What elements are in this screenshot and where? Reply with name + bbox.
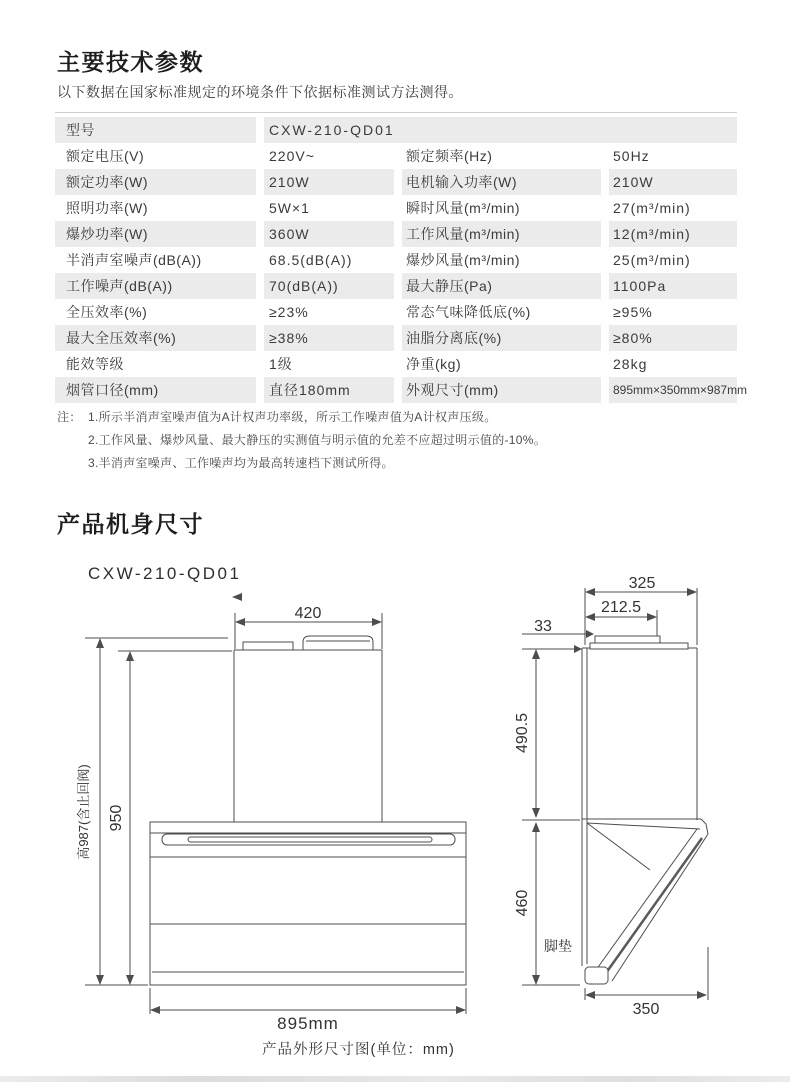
next-section-edge (0, 1076, 790, 1082)
dim-side-bottom-width-label: 350 (632, 1001, 660, 1018)
spec-label: 工作风量(m³/min) (402, 221, 601, 247)
spec-label: 油脂分离底(%) (402, 325, 601, 351)
note-text: 3.半消声室噪声、工作噪声均为最高转速档下测试所得。 (88, 456, 394, 470)
notes-block (57, 410, 546, 479)
spec-label: 额定频率(Hz) (406, 148, 493, 164)
dim-total-height-label: 高987(含止回阀) (76, 764, 91, 860)
arrow-left-icon (232, 593, 242, 601)
spec-label: 最大全压效率(%) (55, 325, 256, 351)
spec-label: 照明功率(W) (66, 200, 149, 216)
spec-value: 12(m³/min) (609, 221, 737, 247)
drawing-caption: 产品外形尺寸图(单位：mm) (262, 1042, 455, 1058)
spec-value: 28kg (613, 356, 648, 372)
spec-value: 895mm×350mm×987mm (609, 377, 737, 403)
dim-duct-offset-label: 212.5 (600, 599, 642, 616)
spec-value: ≥80% (609, 325, 737, 351)
spec-row (55, 195, 737, 221)
section-title-dimensions: 产品机身尺寸 (57, 511, 204, 537)
spec-value: 210W (609, 169, 737, 195)
spec-value: 1100Pa (609, 273, 737, 299)
spec-value: 210W (264, 169, 394, 195)
spec-value: 68.5(dB(A)) (269, 252, 353, 268)
spec-row (55, 325, 737, 351)
spec-row (55, 221, 737, 247)
spec-label: 爆炒风量(m³/min) (406, 252, 521, 268)
spec-label: 常态气味降低底(%) (406, 304, 531, 320)
side-view (582, 636, 708, 984)
dim-top-width-label: 420 (294, 605, 322, 622)
spec-label: 能效等级 (66, 356, 124, 372)
spec-row (55, 273, 737, 299)
spec-label: 净重(kg) (406, 356, 462, 372)
spec-table (55, 112, 748, 403)
dimension-drawing (0, 575, 790, 1033)
spec-label: 半消声室噪声(dB(A)) (66, 252, 202, 268)
spec-label: 工作噪声(dB(A)) (55, 273, 256, 299)
spec-value: 直径180mm (264, 377, 394, 403)
spec-value: 50Hz (613, 148, 650, 164)
foot-pad-label: 脚垫 (544, 938, 572, 954)
spec-label: 外观尺寸(mm) (402, 377, 601, 403)
note-line (57, 456, 546, 471)
note-line (57, 410, 546, 425)
spec-row (55, 247, 737, 273)
spec-value: 5W×1 (269, 200, 310, 216)
spec-row (55, 377, 748, 403)
note-prefix: 注： (57, 410, 82, 424)
specs-subtitle: 以下数据在国家标准规定的环境条件下依据标准测试方法测得。 (57, 84, 463, 100)
column-gap (256, 117, 264, 143)
spec-label: 瞬时风量(m³/min) (406, 200, 521, 216)
spec-value: 27(m³/min) (613, 200, 691, 216)
spec-value: 220V~ (269, 148, 315, 164)
spec-value: 70(dB(A)) (264, 273, 394, 299)
spec-label: 电机输入功率(W) (402, 169, 601, 195)
spec-row (55, 169, 737, 195)
spec-value: 25(m³/min) (613, 252, 691, 268)
dim-body-height-label: 950 (108, 804, 125, 832)
note-text: 1.所示半消声室噪声值为A计权声功率级，所示工作噪声值为A计权声压级。 (88, 410, 497, 424)
dim-side-top-width-label: 325 (628, 575, 656, 592)
front-view (150, 593, 466, 985)
spec-value: ≥38% (264, 325, 394, 351)
spec-row (55, 143, 737, 169)
spec-row-model (55, 117, 737, 143)
spec-value: 1级 (269, 356, 293, 372)
dim-lower-height-label: 460 (514, 889, 531, 917)
spec-label: 额定电压(V) (66, 148, 145, 164)
section-title-specs: 主要技术参数 (57, 49, 204, 75)
spec-row (55, 299, 737, 325)
spec-row (55, 351, 737, 377)
note-line (57, 433, 546, 448)
spec-value: ≥23% (269, 304, 309, 320)
spec-label: 烟管口径(mm) (55, 377, 256, 403)
spec-label: 最大静压(Pa) (402, 273, 601, 299)
spec-value: ≥95% (613, 304, 653, 320)
dim-upper-height-label: 490.5 (514, 712, 531, 754)
drawing-model-label: CXW-210-QD01 (88, 564, 242, 583)
spec-label: 爆炒功率(W) (55, 221, 256, 247)
spec-value: 360W (264, 221, 394, 247)
spec-label: 全压效率(%) (66, 304, 148, 320)
front-dimensions (76, 605, 466, 1033)
dim-bottom-width-label: 895mm (277, 1014, 339, 1033)
spec-value-model: CXW-210-QD01 (264, 117, 737, 143)
dim-cap-height-label: 33 (534, 618, 552, 635)
spec-label: 型号 (55, 117, 256, 143)
spec-label: 额定功率(W) (55, 169, 256, 195)
note-text: 2.工作风量、爆炒风量、最大静压的实测值与明示值的允差不应超过明示值的-10%。 (88, 433, 547, 447)
